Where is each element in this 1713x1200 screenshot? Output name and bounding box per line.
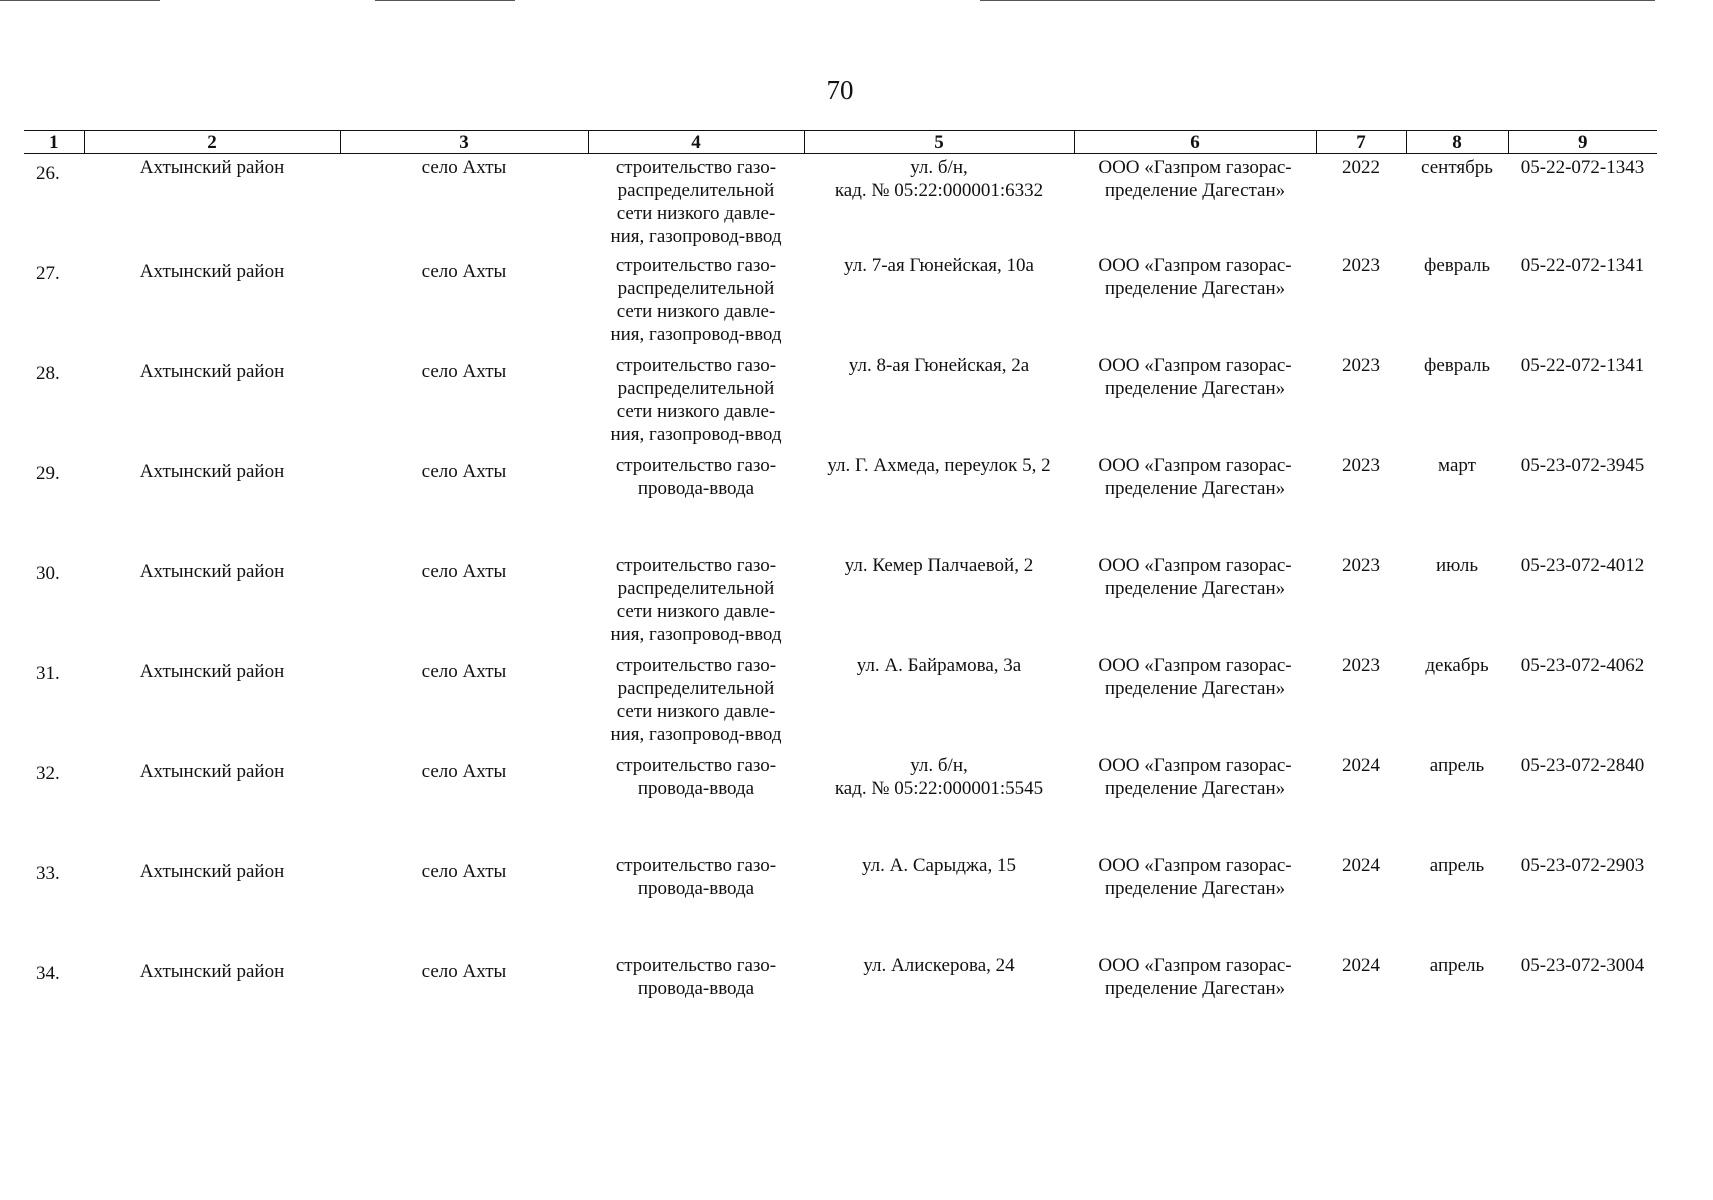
table-row [24,254,1657,354]
work-description: строительство газо- распределительной сети низкого давле- ния, газопровод-ввод [610,554,782,645]
column-number-header [24,131,1657,154]
year-value: 2023 [1342,654,1380,676]
district-name: Ахтынский район [139,157,285,178]
column-header-1: 1 [24,131,84,154]
year-value: 2023 [1342,454,1380,476]
registry-code: 05-23-072-4062 [1520,654,1645,676]
locality-name: село Ахты [421,760,507,782]
registry-table [24,130,1657,1054]
organization-name: ООО «Газпром газорас- пределение Дагестан» [1098,954,1292,999]
table-row [24,554,1657,654]
organization-name: ООО «Газпром газорас- пределение Дагестан» [1098,654,1292,699]
table-row [24,754,1657,854]
work-description: строительство газо- провода-ввода [615,754,777,799]
registry-code: 05-23-072-2903 [1520,854,1645,876]
year-value: 2022 [1342,157,1380,178]
object-address: ул. А. Сарыджа, 15 [862,854,1016,876]
page-number: 70 [826,75,854,105]
table-row [24,654,1657,754]
table-row [24,354,1657,454]
district-name: Ахтынский район [139,260,285,282]
column-header-9: 9 [1508,131,1657,154]
month-value: апрель [1429,754,1485,776]
organization-name: ООО «Газпром газорас- пределение Дагестан» [1098,354,1292,399]
year-value: 2023 [1342,554,1380,576]
organization-name: ООО «Газпром газорас- пределение Дагестан» [1098,754,1292,799]
district-name: Ахтынский район [139,760,285,782]
object-address: ул. б/н, кад. № 05:22:000001:6332 [834,157,1044,201]
row-number: 32. [36,762,60,784]
registry-code: 05-23-072-2840 [1520,754,1645,776]
registry-code: 05-23-072-3004 [1520,954,1645,976]
locality-name: село Ахты [421,260,507,282]
table-row [24,854,1657,954]
row-number: 28. [36,362,60,384]
row-number: 29. [36,462,60,484]
organization-name: ООО «Газпром газорас- пределение Дагестан» [1098,157,1292,201]
object-address: ул. 7-ая Гюнейская, 10а [844,254,1034,276]
object-address: ул. А. Байрамова, 3а [856,654,1022,676]
work-description: строительство газо- распределительной сети низкого давле- ния, газопровод-ввод [610,354,782,445]
column-header-8: 8 [1406,131,1508,154]
row-number: 33. [36,862,60,884]
scan-edge-line-left [0,0,160,1]
month-value: июль [1435,554,1479,576]
month-value: апрель [1429,954,1485,976]
registry-code: 05-22-072-1343 [1520,157,1645,178]
month-value: март [1438,454,1476,476]
registry-sheet [24,130,1657,1054]
work-description: строительство газо- распределительной сети низкого давле- ния, газопровод-ввод [610,157,782,247]
locality-name: село Ахты [421,660,507,682]
registry-code: 05-23-072-3945 [1520,454,1645,476]
table-row [24,454,1657,554]
district-name: Ахтынский район [139,960,285,982]
row-number: 30. [36,562,60,584]
month-value: декабрь [1425,654,1489,676]
column-header-6: 6 [1074,131,1316,154]
table-row [24,954,1657,1054]
organization-name: ООО «Газпром газорас- пределение Дагестан» [1098,554,1292,599]
locality-name: село Ахты [421,860,507,882]
district-name: Ахтынский район [139,360,285,382]
month-value: сентябрь [1421,157,1493,178]
locality-name: село Ахты [421,560,507,582]
month-value: февраль [1424,254,1490,276]
district-name: Ахтынский район [139,660,285,682]
district-name: Ахтынский район [139,560,285,582]
object-address: ул. Алискерова, 24 [863,954,1015,976]
row-number: 31. [36,662,60,684]
work-description: строительство газо- провода-ввода [615,854,777,899]
column-header-3: 3 [340,131,588,154]
month-value: апрель [1429,854,1485,876]
scan-edge-line-right [980,0,1655,1]
year-value: 2023 [1342,354,1380,376]
scan-edge-line-middle [375,0,515,1]
organization-name: ООО «Газпром газорас- пределение Дагестан» [1098,854,1292,899]
column-header-5: 5 [804,131,1074,154]
locality-name: село Ахты [421,460,507,482]
locality-name: село Ахты [421,360,507,382]
column-header-7: 7 [1316,131,1406,154]
row-number: 34. [36,962,60,984]
registry-code: 05-22-072-1341 [1520,354,1645,376]
year-value: 2024 [1342,854,1380,876]
row-number: 26. [36,163,60,184]
year-value: 2024 [1342,954,1380,976]
object-address: ул. Кемер Палчаевой, 2 [844,554,1034,576]
district-name: Ахтынский район [139,460,285,482]
column-header-2: 2 [84,131,340,154]
locality-name: село Ахты [421,157,507,178]
organization-name: ООО «Газпром газорас- пределение Дагестан» [1098,454,1292,499]
table-row [24,154,1657,254]
month-value: февраль [1424,354,1490,376]
registry-code: 05-22-072-1341 [1520,254,1645,276]
organization-name: ООО «Газпром газорас- пределение Дагестан» [1098,254,1292,299]
year-value: 2024 [1342,754,1380,776]
work-description: строительство газо- провода-ввода [615,454,777,499]
work-description: строительство газо- распределительной сети низкого давле- ния, газопровод-ввод [610,654,782,745]
work-description: строительство газо- провода-ввода [615,954,777,999]
work-description: строительство газо- распределительной сети низкого давле- ния, газопровод-ввод [610,254,782,345]
district-name: Ахтынский район [139,860,285,882]
year-value: 2023 [1342,254,1380,276]
locality-name: село Ахты [421,960,507,982]
object-address: ул. Г. Ахмеда, переулок 5, 2 [827,454,1051,476]
registry-code: 05-23-072-4012 [1520,554,1645,576]
row-number: 27. [36,262,60,284]
column-header-4: 4 [588,131,804,154]
object-address: ул. б/н, кад. № 05:22:000001:5545 [834,754,1044,799]
object-address: ул. 8-ая Гюнейская, 2а [848,354,1030,376]
